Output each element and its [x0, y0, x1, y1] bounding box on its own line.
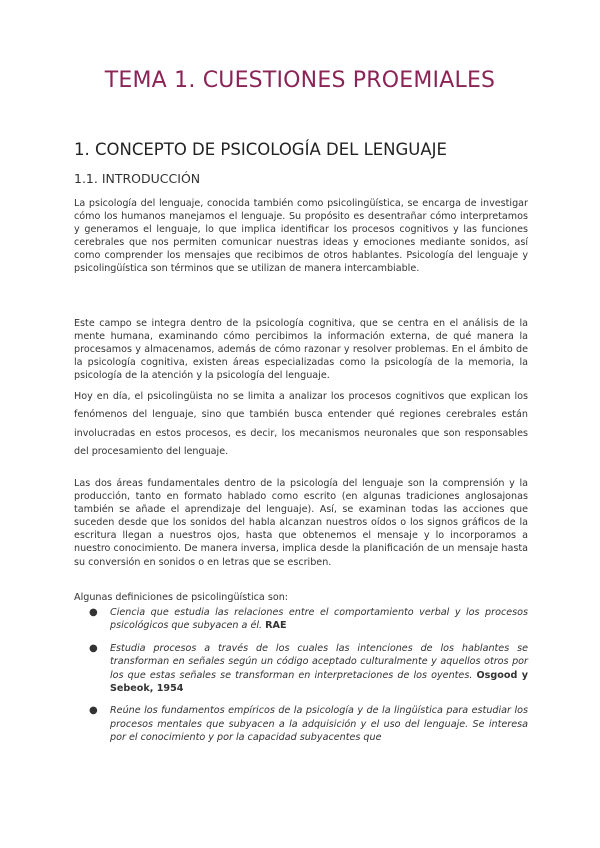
paragraph-fundamental-areas: Las dos áreas fundamentales dentro de la psicología del lenguaje son la comprensión y la producción, tanto en formato hablado como escrito (en algunas tradiciones anglosajonas también se añade el aprendizaje del lenguaje). Así, se examinan todas las acciones que suceden desde que los sonidos del habla alcanzan nuestros oídos o los signos gráficos de la escritura llegan a nuestros ojos, hasta que obtenemos el mensaje y lo incorporamos a nuestro conocimiento. De manera inversa, implica desde la planificación de un mensaje hasta su conversión en sonidos o en letras que se escriben. [74, 478, 528, 568]
paragraph-intro: La psicología del lenguaje, conocida también como psicolingüística, se encarga de investigar cómo los humanos manejamos el lenguaje. Su propósito es desentrañar cómo interpretamos y generamos el lenguaje, lo que implica identificar los procesos cognitivos y las funciones cerebrales que nos permiten comunicar nuestras ideas y emociones mediante sonidos, así como comprender los mensajes que recibimos de otros hablantes. Psicología del lenguaje y psicolingüística son términos que se utilizan de manera intercambiable. [74, 198, 528, 275]
paragraph-psycholinguist: Hoy en día, el psicolingüista no se limita a analizar los procesos cognitivos que explican los fenómenos del lenguaje, sino que también busca entender qué regiones cerebrales están involucradas en estos procesos, es decir, los mecanismos neuronales que son responsables del procesamiento del lenguaje. [74, 391, 528, 458]
definition-source: Osgood y Sebeok, 1954 [110, 669, 528, 695]
paragraph-cognitive-psychology: Este campo se integra dentro de la psicología cognitiva, que se centra en el análisis de la mente humana, examinando cómo percibimos la información externa, de qué manera la procesamos y almacenamos, además de cómo razonar y resolver problemas. En el ámbito de la psicología cognitiva, existen áreas especializadas como la psicología de la memoria, la psicología de la atención y la psicología del lenguaje. [74, 318, 528, 382]
definition-text: Estudia procesos a través de los cuales las intenciones de los hablantes se transforman en señales según un código aceptado culturalmente y aquellos otros por los que estas señales se transforman en interpretaciones de los oyentes. [110, 642, 528, 681]
list-item [74, 704, 528, 744]
definition-text: Ciencia que estudia las relaciones entre el comportamiento verbal y los procesos psicológicos que subyacen a él. [110, 607, 528, 632]
section-heading: 1. CONCEPTO DE PSICOLOGÍA DEL LENGUAJE [74, 140, 447, 159]
bullet-icon: ● [89, 607, 98, 618]
bullet-icon: ● [89, 642, 98, 654]
list-item [74, 642, 528, 696]
definition-source: RAE [265, 620, 287, 632]
bullet-icon: ● [89, 705, 98, 717]
definitions-list [74, 606, 528, 754]
list-item [74, 606, 528, 633]
document-title: TEMA 1. CUESTIONES PROEMIALES [104, 68, 496, 93]
definition-text: Reúne los fundamentos empíricos de la psicología y de la lingüística para estudiar los procesos mentales que subyacen a la adquisición y el uso del lenguaje. Se interesa por el conocimiento y por la capacidad subyacentes que [110, 705, 528, 744]
paragraph-definitions-intro: Algunas definiciones de psicolingüística son: [74, 592, 289, 603]
subsection-heading: 1.1. INTRODUCCIÓN [74, 171, 201, 186]
